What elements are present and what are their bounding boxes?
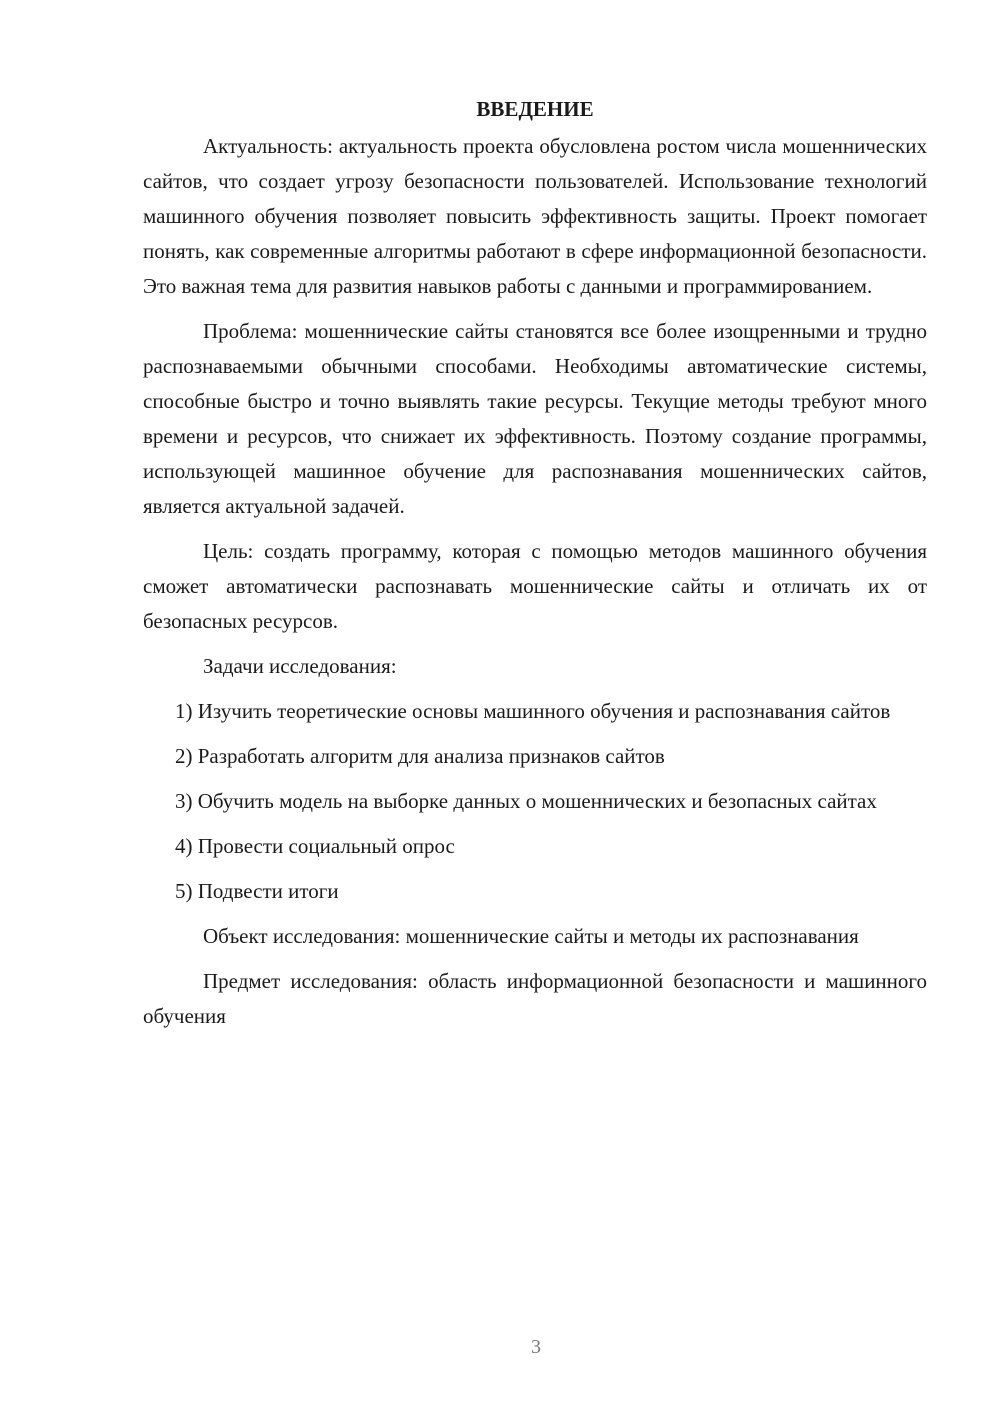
tasks-heading: Задачи исследования: (203, 654, 397, 678)
page-number: 3 (531, 1336, 541, 1358)
task-item-3: 3) Обучить модель на выборке данных о мошеннических и безопасных сайтах (175, 789, 877, 813)
relevance-paragraph: Актуальность: актуальность проекта обусловлена ростом числа мошеннических сайтов, что создает угрозу безопасности пользователей. Использование технологий машинного обучения позволяет повысить эффективность защиты. Проект помогает понять, как современные алгоритмы работают в сфере информационной безопасности. Это важная тема для развития навыков работы с данными и программированием. (143, 134, 927, 298)
task-item-1: 1) Изучить теоретические основы машинного обучения и распознавания сайтов (175, 699, 891, 723)
page-content (143, 92, 927, 1044)
problem-paragraph: Проблема: мошеннические сайты становятся все более изощренными и трудно распознаваемыми обычными способами. Необходимы автоматические системы, способные быстро и точно выявлять такие ресурсы. Текущие методы требуют много времени и ресурсов, что снижает их эффективность. Поэтому создание программы, использующей машинное обучение для распознавания мошеннических сайтов, является актуальной задачей. (143, 319, 927, 518)
section-heading: ВВЕДЕНИЕ (476, 97, 594, 121)
research-object-paragraph: Объект исследования: мошеннические сайты и методы их распознавания (203, 924, 859, 948)
task-item-4: 4) Провести социальный опрос (175, 834, 455, 858)
task-item-2: 2) Разработать алгоритм для анализа признаков сайтов (175, 744, 665, 768)
task-item-5: 5) Подвести итоги (175, 879, 339, 903)
research-subject-paragraph: Предмет исследования: область информационной безопасности и машинного обучения (143, 969, 927, 1028)
goal-paragraph: Цель: создать программу, которая с помощью методов машинного обучения сможет автоматически распознавать мошеннические сайты и отличать их от безопасных ресурсов. (143, 539, 927, 633)
